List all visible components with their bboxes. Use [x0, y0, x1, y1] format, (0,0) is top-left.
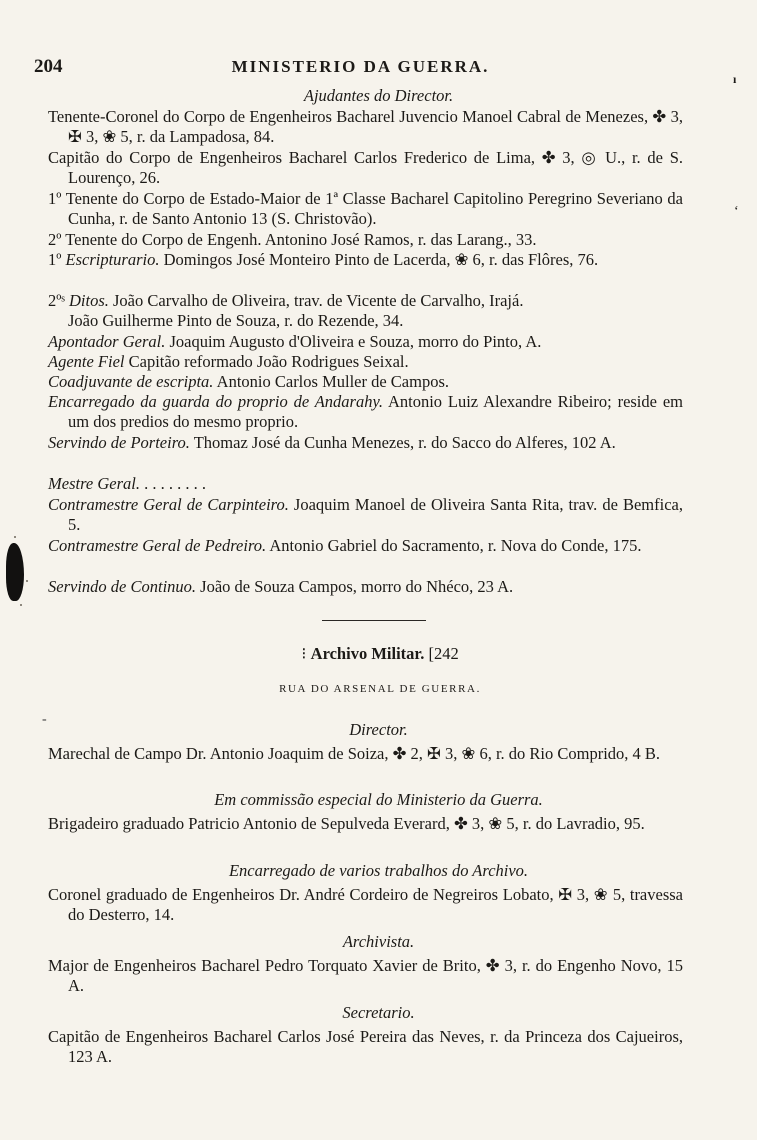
entry-role: Agente Fiel — [48, 352, 125, 371]
section-heading-archivista: Archivista. — [342, 932, 415, 951]
entry-porteiro — [48, 433, 683, 453]
entry-ditos — [48, 291, 683, 311]
section-heading-commissao: Em commissão especial do Ministerio da Guerra. — [214, 790, 543, 809]
running-title: MINISTERIO DA GUERRA. — [231, 57, 490, 76]
entry-role: Contramestre Geral de Carpinteiro. — [48, 495, 289, 514]
entry-role: Ditos. — [69, 291, 109, 310]
entry-encarregado-guarda — [48, 392, 683, 433]
entry-role: Apontador Geral. — [48, 332, 166, 351]
entry-capitao-secretario: Capitão de Engenheiros Bacharel Carlos José Pereira das Neves, r. da Princeza dos Cajueiros, 123 A. — [48, 1027, 683, 1067]
entry-contramestre-pedreiro — [48, 536, 683, 556]
entry-role: Contramestre Geral de Pedreiro. — [48, 536, 267, 555]
entry-contramestre-carpinteiro — [48, 495, 683, 536]
ink-blot — [6, 543, 24, 601]
entry-escripturario — [48, 250, 683, 270]
entry-text: Domingos José Monteiro Pinto de Lacerda, ❀ 6, r. das Flôres, 76. — [159, 250, 599, 269]
page-header — [34, 56, 687, 80]
entry-ditos-second: João Guilherme Pinto de Souza, r. do Rezende, 34. — [68, 311, 404, 330]
margin-mark: ‘ — [734, 204, 739, 219]
margin-dash: - — [42, 712, 47, 727]
entry-continuo — [48, 577, 683, 597]
archive-ref: [242 — [428, 644, 459, 663]
entry-text: Antonio Luiz Alexandre Ribeiro; reside em um dos predios do mesmo proprio. — [68, 392, 683, 432]
entry-text: Capitão reformado João Rodrigues Seixal. — [124, 352, 409, 371]
entry-mestre-geral — [48, 474, 683, 494]
ink-speck — [14, 536, 16, 538]
archive-name: Archivo Militar. — [310, 644, 425, 663]
entry-1-tenente: 1º Tenente do Corpo de Estado-Maior de 1ª Classe Bacharel Capitolino Peregrino Severiano da Cunha, r. de Santo Antonio 13 (S. Christovão). — [48, 189, 683, 229]
page-number: 204 — [34, 56, 63, 77]
entry-text: Antonio Carlos Muller de Campos. — [213, 372, 450, 391]
entry-text: Joaquim Augusto d'Oliveira e Souza, morro do Pinto, A. — [165, 332, 542, 351]
margin-mark: ı — [733, 72, 737, 86]
entry-brigadeiro: Brigadeiro graduado Patricio Antonio de Sepulveda Everard, ✤ 3, ❀ 5, r. do Lavradio, 95. — [48, 814, 645, 833]
archive-title — [200, 644, 560, 664]
entry-apontador — [48, 332, 683, 352]
section-divider — [322, 620, 426, 621]
entry-role: Coadjuvante de escripta. — [48, 372, 214, 391]
entry-text: João Carvalho de Oliveira, trav. de Vicente de Carvalho, Irajá. — [108, 291, 524, 310]
entry-lead: 1º — [48, 250, 66, 269]
entry-director: Marechal de Campo Dr. Antonio Joaquim de Soiza, ✤ 2, ✠ 3, ❀ 6, r. do Rio Comprido, 4 B. — [48, 744, 661, 763]
entry-role: Servindo de Continuo. — [48, 577, 197, 596]
entry-text: . . . . . . . . — [139, 474, 206, 493]
entry-text: João de Souza Campos, morro do Nhéco, 23 A. — [196, 577, 514, 596]
entry-tenente-coronel: Tenente-Coronel do Corpo de Engenheiros Bacharel Juvencio Manoel Cabral de Menezes, ✤ 3, ✠ 3, ❀ 5, r. da Lampadosa, 84. — [48, 107, 683, 147]
entry-coadjuvante — [48, 372, 683, 392]
entry-text: Joaquim Manoel de Oliveira Santa Rita, trav. de Bemfica, 5. — [68, 495, 683, 535]
entry-role: Mestre Geral. — [48, 474, 140, 493]
entry-major: Major de Engenheiros Bacharel Pedro Torquato Xavier de Brito, ✤ 3, r. do Engenho Novo, 15 A. — [48, 956, 683, 996]
section-heading-director: Director. — [349, 720, 408, 739]
ink-speck — [20, 604, 22, 606]
entry-lead: 2ºˢ — [48, 291, 69, 310]
section-heading-ajudantes: Ajudantes do Director. — [303, 86, 454, 105]
archive-address: RUA DO ARSENAL DE GUERRA. — [279, 683, 481, 695]
entry-role: Escripturario. — [65, 250, 160, 269]
section-heading-encarregado: Encarregado de varios trabalhos do Archivo. — [228, 861, 529, 880]
entry-role: Encarregado da guarda do proprio de Andarahy. — [48, 392, 384, 411]
entry-coronel: Coronel graduado de Engenheiros Dr. André Cordeiro de Negreiros Lobato, ✠ 3, ❀ 5, travessa do Desterro, 14. — [48, 885, 683, 925]
entry-agente-fiel — [48, 352, 683, 372]
section-heading-secretario: Secretario. — [342, 1003, 415, 1022]
entry-role: Servindo de Porteiro. — [48, 433, 190, 452]
entry-capitao: Capitão do Corpo de Engenheiros Bacharel Carlos Frederico de Lima, ✤ 3, ◎ U., r. de S. Lourenço, 26. — [48, 148, 683, 188]
entry-text: Antonio Gabriel do Sacramento, r. Nova do Conde, 175. — [266, 536, 642, 555]
entry-2-tenente: 2º Tenente do Corpo de Engenh. Antonino José Ramos, r. das Larang., 33. — [48, 230, 537, 249]
entry-text: Thomaz José da Cunha Menezes, r. do Sacco do Alferes, 102 A. — [189, 433, 616, 452]
bracket-mark: ⁝ — [301, 644, 311, 663]
ink-speck — [26, 580, 28, 582]
